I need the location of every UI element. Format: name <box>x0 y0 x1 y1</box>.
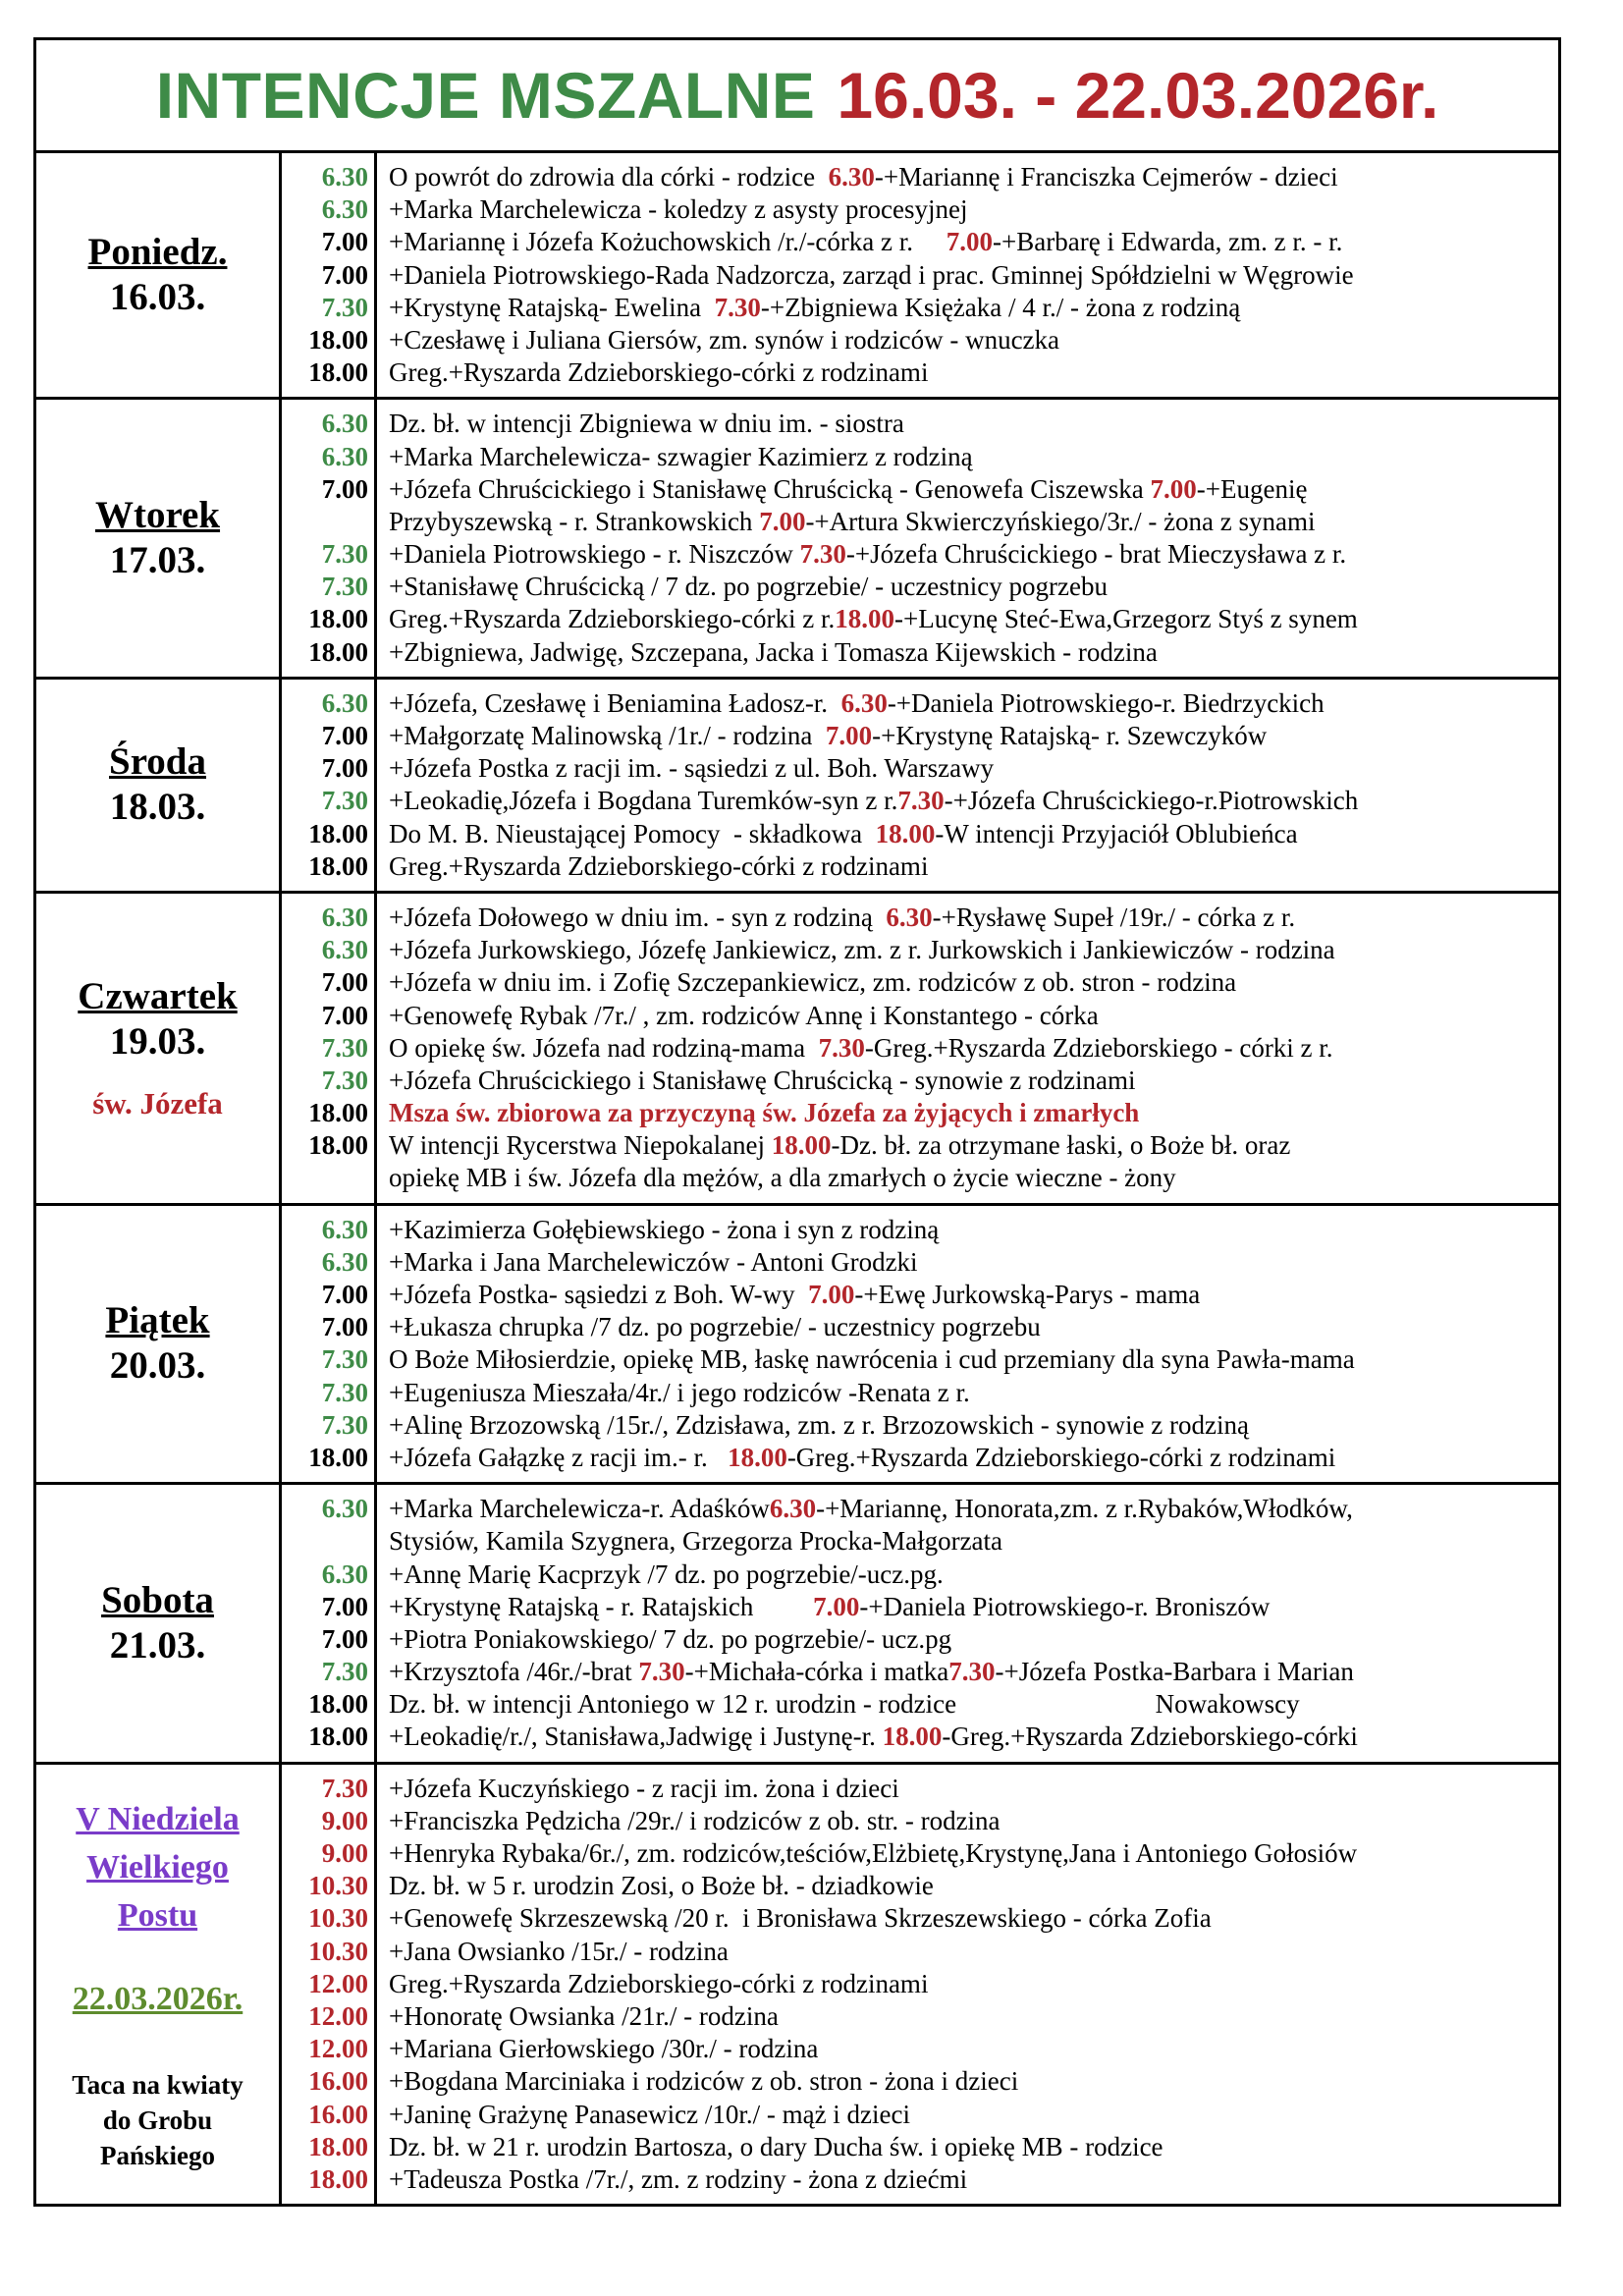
day-row <box>36 680 1558 894</box>
day-label-cell <box>36 1485 282 1762</box>
mass-times-cell <box>282 894 377 1203</box>
page-header <box>36 40 1558 153</box>
mass-time: 12.00 <box>308 2000 368 2031</box>
mass-time: 7.30 <box>321 1032 368 1063</box>
intention-text: Greg.+Ryszarda Zdzieborskiego-córki z r. <box>389 604 836 634</box>
collection-note-line: Taca na kwiaty <box>72 2069 243 2100</box>
intention-line <box>389 1902 1558 1935</box>
day-date: 21.03. <box>109 1623 206 1667</box>
intention-text: -+Daniela Piotrowskiego-r. Broniszów <box>859 1591 1271 1621</box>
intention-line <box>389 1065 1558 1097</box>
intention-text: Dz. bł. w 21 r. urodzin Bartosza, o dary Ducha św. i opiekę MB - rodzice <box>389 2131 1163 2161</box>
mass-time: 7.30 <box>321 1657 368 1687</box>
day-row <box>36 894 1558 1206</box>
intention-line <box>389 752 1558 785</box>
day-date: 18.03. <box>109 786 206 829</box>
intention-line <box>389 292 1558 324</box>
day-date: 16.03. <box>109 276 206 319</box>
intention-line <box>389 226 1558 258</box>
intention-text: +Janinę Grażynę Panasewicz /10r./ - mąż i dzieci <box>389 2099 911 2129</box>
mass-times-cell <box>282 1485 377 1762</box>
mass-time-inline: 18.00 <box>771 1130 832 1161</box>
intention-text: -Dz. bł. za otrzymane łaski, o Boże bł. oraz <box>831 1130 1291 1161</box>
intention-text: -+Lucynę Steć-Ewa,Grzegorz Styś z synem <box>893 604 1358 634</box>
intention-line <box>389 1442 1558 1474</box>
mass-time: 18.00 <box>308 1689 368 1720</box>
intention-line <box>389 1214 1558 1246</box>
day-date: 19.03. <box>109 1020 206 1064</box>
intention-text: +Józefa Kuczyńskiego - z racji im. żona i dzieci <box>389 1773 899 1803</box>
intention-line <box>389 1837 1558 1870</box>
mass-time-inline: 6.30 <box>886 902 933 932</box>
intentions-cell <box>377 1206 1558 1483</box>
mass-time-inline: 7.30 <box>818 1032 865 1063</box>
day-label-cell <box>36 894 282 1203</box>
intention-text: Greg.+Ryszarda Zdzieborskiego-córki z rodzinami <box>389 850 929 881</box>
intention-text: +Józefa Jurkowskiego, Józefę Jankiewicz, zm. z r. Jurkowskich i Jankiewiczów - rodzina <box>389 935 1335 965</box>
intention-text: +Leokadię,Józefa i Bogdana Turemków-syn z r. <box>389 786 898 816</box>
intention-line <box>389 1097 1558 1129</box>
intention-line <box>389 1773 1558 1805</box>
intention-text: Do M. B. Nieustającej Pomocy - składkowa <box>389 818 876 848</box>
intention-line <box>389 1377 1558 1409</box>
day-name: Środa <box>109 740 206 784</box>
mass-time-inline: 6.30 <box>840 687 888 718</box>
intentions-cell <box>377 1765 1558 2204</box>
intention-line <box>389 1129 1558 1162</box>
mass-time: 7.30 <box>321 1377 368 1407</box>
mass-time-inline: 18.00 <box>875 818 936 848</box>
mass-time-inline: 7.30 <box>897 786 945 816</box>
collection-note-line: do Grobu <box>102 2105 213 2135</box>
day-name: Piątek <box>105 1299 210 1342</box>
sunday-title-line: V Niedziela <box>76 1800 240 1837</box>
mass-times-cell <box>282 400 377 677</box>
collection-note-line: Pańskiego <box>99 2140 215 2170</box>
intentions-cell <box>377 894 1558 1203</box>
intention-text: -+Rysławę Supeł /19r./ - córka z r. <box>932 902 1296 932</box>
intention-text: +Alinę Brzozowską /15r./, Zdzisława, zm. z r. Brzozowskich - synowie z rodziną <box>389 1409 1249 1440</box>
intention-text: +Franciszka Pędzicha /29r./ i rodziców z ob. str. - rodzina <box>389 1805 1001 1835</box>
intention-text: -+Daniela Piotrowskiego-r. Biedrzyckich <box>887 687 1325 718</box>
intention-text: O opiekę św. Józefa nad rodziną-mama <box>389 1032 819 1063</box>
intention-line <box>389 2163 1558 2196</box>
intention-line <box>389 1279 1558 1311</box>
intention-line <box>389 687 1558 720</box>
day-row <box>36 1485 1558 1765</box>
mass-time: 7.30 <box>321 786 368 816</box>
day-date: 20.03. <box>109 1344 206 1388</box>
intention-text: opiekę MB i św. Józefa dla mężów, a dla zmarłych o życie wieczne - żony <box>389 1163 1176 1193</box>
intention-text: +Józefa Postka- sąsiedzi z Boh. W-wy <box>389 1280 809 1309</box>
intention-text: -+Józefa Chruścickiego-r.Piotrowskich <box>944 786 1359 816</box>
mass-times-cell <box>282 1765 377 2204</box>
intention-line <box>389 2033 1558 2065</box>
intention-line <box>389 1311 1558 1343</box>
intention-line <box>389 2131 1558 2163</box>
intention-line <box>389 850 1558 883</box>
intention-text: Dz. bł. w intencji Zbigniewa w dniu im. - siostra <box>389 409 904 439</box>
intention-line <box>389 408 1558 440</box>
intention-line <box>389 193 1558 226</box>
intention-text: +Genowefę Skrzeszewską /20 r. i Bronisława Skrzeszewskiego - córka Zofia <box>389 1903 1212 1934</box>
intention-text: +Honoratę Owsianka /21r./ - rodzina <box>389 2000 779 2031</box>
mass-time-inline: 7.30 <box>714 292 761 322</box>
mass-times-cell <box>282 153 377 397</box>
intention-text: +Łukasza chrupka /7 dz. po pogrzebie/ - uczestnicy pogrzebu <box>389 1312 1041 1342</box>
intention-text: -+Michała-córka i matka <box>684 1657 949 1687</box>
intention-text: -+Józefa Chruścickiego - brat Mieczysława z r. <box>845 539 1347 570</box>
intention-text: -+Zbigniewa Księżaka / 4 r./ - żona z rodziną <box>760 292 1241 322</box>
intention-text: +Krystynę Ratajską - r. Ratajskich <box>389 1591 814 1621</box>
intention-line <box>389 1656 1558 1688</box>
day-name: Czwartek <box>78 975 238 1018</box>
intention-line <box>389 1525 1558 1558</box>
intention-text: +Józefa Gałązkę z racji im.- r. <box>389 1442 729 1472</box>
schedule-table <box>36 153 1558 2204</box>
sunday-date: 22.03.2026r. <box>72 1980 243 2017</box>
intention-line <box>389 441 1558 473</box>
mass-time: 7.00 <box>321 1591 368 1621</box>
mass-time: 7.00 <box>321 967 368 998</box>
mass-time: 12.00 <box>308 2034 368 2064</box>
mass-time: 18.00 <box>308 604 368 634</box>
intention-text: -+Artura Skwierczyńskiego/3r./ - żona z synami <box>805 506 1316 536</box>
intention-text: +Czesławę i Juliana Giersów, zm. synów i rodziców - wnuczka <box>389 324 1060 355</box>
mass-time: 7.30 <box>321 1773 368 1803</box>
day-label-cell <box>36 680 282 891</box>
mass-time: 12.00 <box>308 1968 368 1998</box>
mass-time: 6.30 <box>321 1214 368 1244</box>
mass-time: 6.30 <box>321 687 368 718</box>
mass-time: 6.30 <box>321 935 368 965</box>
day-row <box>36 153 1558 400</box>
intention-text: +Józefa, Czesławę i Beniamina Ładosz-r. <box>389 687 841 718</box>
intention-text: +Józefa Postka z racji im. - sąsiedzi z ul. Boh. Warszawy <box>389 753 995 784</box>
intention-text: Msza św. zbiorowa za przyczyną św. Józefa za żyjących i zmarłych <box>389 1098 1140 1128</box>
intention-text: Stysiów, Kamila Szygnera, Grzegorza Procka-Małgorzata <box>389 1526 1003 1557</box>
intention-line <box>389 902 1558 934</box>
intention-text: -W intencji Przyjaciół Oblubieńca <box>935 818 1298 848</box>
mass-time: 18.00 <box>308 1098 368 1128</box>
mass-time: 7.00 <box>321 753 368 784</box>
intention-text: +Jana Owsianko /15r./ - rodzina <box>389 1936 729 1966</box>
intention-text: +Daniela Piotrowskiego-Rada Nadzorcza, zarząd i prac. Gminnej Spółdzielni w Węgrowie <box>389 259 1354 290</box>
mass-time-inline: 7.30 <box>638 1657 685 1687</box>
page-title: INTENCJE MSZALNE <box>155 59 816 132</box>
mass-time-inline: 7.00 <box>1150 473 1197 504</box>
intention-line <box>389 1032 1558 1065</box>
intention-line <box>389 1870 1558 1902</box>
intention-text: -+Barbarę i Edwarda, zm. z r. - r. <box>993 227 1343 257</box>
mass-times-cell <box>282 680 377 891</box>
intention-line <box>389 1968 1558 2000</box>
intention-text: -Greg.+Ryszarda Zdzieborskiego - córki z r. <box>864 1032 1333 1063</box>
intention-text: +Annę Marię Kacprzyk /7 dz. po pogrzebie/-ucz.pg. <box>389 1558 944 1589</box>
intention-text: +Leokadię/r./, Stanisława,Jadwigę i Justynę-r. <box>389 1722 883 1752</box>
mass-time: 7.00 <box>321 1623 368 1654</box>
mass-time: 18.00 <box>308 324 368 355</box>
mass-time-inline: 18.00 <box>835 604 894 634</box>
mass-time: 16.00 <box>308 2066 368 2097</box>
intention-line <box>389 785 1558 817</box>
mass-time: 7.00 <box>321 721 368 750</box>
day-label-cell <box>36 400 282 677</box>
intention-line <box>389 1591 1558 1623</box>
mass-time-inline: 7.00 <box>946 227 994 257</box>
intention-text: -+Mariannę, Honorata,zm. z r.Rybaków,Włodków, <box>816 1494 1353 1524</box>
intention-line <box>389 1493 1558 1525</box>
intention-text: +Marka Marchelewicza - koledzy z asysty procesyjnej <box>389 194 968 225</box>
mass-time: 7.30 <box>321 1065 368 1095</box>
collection-note <box>72 2067 243 2173</box>
mass-time: 6.30 <box>321 409 368 439</box>
day-name: Poniedz. <box>87 231 228 274</box>
mass-time: 6.30 <box>321 1558 368 1589</box>
mass-time-inline: 7.30 <box>948 1657 996 1687</box>
intention-line <box>389 934 1558 966</box>
intentions-sheet <box>33 37 1561 2207</box>
intention-line <box>389 571 1558 603</box>
intentions-cell <box>377 400 1558 677</box>
mass-time: 10.30 <box>308 1871 368 1901</box>
intention-text: +Zbigniewa, Jadwigę, Szczepana, Jacka i Tomasza Kijewskich - rodzina <box>389 636 1158 667</box>
intention-line <box>389 603 1558 635</box>
mass-time: 6.30 <box>321 1494 368 1524</box>
mass-time: 18.00 <box>308 357 368 388</box>
intention-text: -+Ewę Jurkowską-Parys - mama <box>854 1280 1201 1309</box>
mass-time-inline: 6.30 <box>828 162 875 191</box>
mass-time: 18.00 <box>308 2163 368 2194</box>
mass-time: 9.00 <box>321 1838 368 1868</box>
mass-time-inline: 18.00 <box>728 1442 787 1472</box>
intention-line <box>389 1721 1558 1753</box>
mass-time-inline: 18.00 <box>882 1722 943 1752</box>
intention-text: +Piotra Poniakowskiego/ 7 dz. po pogrzebie/- ucz.pg <box>389 1623 952 1654</box>
mass-time: 6.30 <box>321 194 368 225</box>
intention-text: Greg.+Ryszarda Zdzieborskiego-córki z rodzinami <box>389 1968 929 1998</box>
mass-time <box>282 1525 368 1558</box>
intention-line <box>389 161 1558 193</box>
intention-text: +Marka i Jana Marchelewiczów - Antoni Grodzki <box>389 1246 918 1277</box>
mass-time: 18.00 <box>308 1442 368 1472</box>
mass-time-inline: 7.00 <box>825 721 873 750</box>
intention-text: -+Krystynę Ratajską- r. Szewczyków <box>872 721 1268 750</box>
mass-time: 10.30 <box>308 1936 368 1966</box>
mass-time: 18.00 <box>308 818 368 848</box>
day-date: 17.03. <box>109 539 206 582</box>
intention-text: +Krzysztofa /46r./-brat <box>389 1657 639 1687</box>
mass-time: 7.00 <box>321 1312 368 1342</box>
mass-time: 7.30 <box>321 539 368 570</box>
intention-text: -Greg.+Ryszarda Zdzieborskiego-córki z rodzinami <box>786 1442 1336 1472</box>
mass-time-inline: 7.00 <box>813 1591 860 1621</box>
sunday-title-line: Wielkiego <box>86 1848 229 1886</box>
mass-time: 7.00 <box>321 1000 368 1030</box>
intention-line <box>389 1000 1558 1032</box>
intention-text: W intencji Rycerstwa Niepokalanej <box>389 1130 772 1161</box>
intention-line <box>389 1936 1558 1968</box>
intention-text: +Stanisławę Chruścicką / 7 dz. po pogrzebie/ - uczestnicy pogrzebu <box>389 572 1108 602</box>
mass-time: 18.00 <box>308 2131 368 2161</box>
intention-line <box>389 1246 1558 1279</box>
intention-line <box>389 1558 1558 1591</box>
mass-time: 6.30 <box>321 1246 368 1277</box>
mass-time-inline: 6.30 <box>769 1494 817 1524</box>
intention-text: O powrót do zdrowia dla córki - rodzice <box>389 162 829 191</box>
intention-line <box>389 1688 1558 1721</box>
intention-line <box>389 356 1558 389</box>
date-range: 16.03. - 22.03.2026r. <box>837 59 1439 132</box>
mass-time: 7.00 <box>321 1280 368 1309</box>
intention-line <box>389 259 1558 292</box>
mass-time: 7.30 <box>321 292 368 322</box>
intentions-cell <box>377 153 1558 397</box>
intention-text: +Daniela Piotrowskiego - r. Niszczów <box>389 539 800 570</box>
intention-text: +Marka Marchelewicza- szwagier Kazimierz z rodziną <box>389 441 973 471</box>
mass-time: 7.30 <box>321 572 368 602</box>
intention-text: Greg.+Ryszarda Zdzieborskiego-córki z rodzinami <box>389 357 929 388</box>
mass-time: 7.00 <box>321 473 368 504</box>
intention-text: +Krystynę Ratajską- Ewelina <box>389 292 715 322</box>
mass-time: 6.30 <box>321 441 368 471</box>
day-row <box>36 1765 1558 2204</box>
day-row <box>36 400 1558 680</box>
intention-text: +Marka Marchelewicza-r. Adaśków <box>389 1494 770 1524</box>
intention-text: O Boże Miłosierdzie, opiekę MB, łaskę nawrócenia i cud przemiany dla syna Pawła-mama <box>389 1344 1355 1375</box>
day-label-cell <box>36 1206 282 1483</box>
mass-time-inline: 7.00 <box>759 506 806 536</box>
intention-text: +Tadeusza Postka /7r./, zm. z rodziny - żona z dziećmi <box>389 2163 968 2194</box>
intention-text: -+Mariannę i Franciszka Cejmerów - dzieci <box>874 162 1338 191</box>
intention-line <box>389 2065 1558 2098</box>
day-label-cell <box>36 153 282 397</box>
mass-time: 6.30 <box>321 902 368 932</box>
mass-time <box>282 506 368 538</box>
intention-line <box>389 1162 1558 1194</box>
intention-line <box>389 818 1558 850</box>
intention-line <box>389 1343 1558 1376</box>
mass-time: 10.30 <box>308 1903 368 1934</box>
intention-text: Dz. bł. w 5 r. urodzin Zosi, o Boże bł. - dziadkowie <box>389 1871 934 1901</box>
day-row <box>36 1206 1558 1486</box>
intention-text: +Genowefę Rybak /7r./ , zm. rodziców Annę i Konstantego - córka <box>389 1000 1099 1030</box>
intention-text: Przybyszewską - r. Strankowskich <box>389 506 760 536</box>
intention-text: +Mariana Gierłowskiego /30r./ - rodzina <box>389 2034 819 2064</box>
intention-text: Dz. bł. w intencji Antoniego w 12 r. urodzin - rodzice Nowakowscy <box>389 1689 1300 1720</box>
intention-line <box>389 1623 1558 1656</box>
intention-text: -Greg.+Ryszarda Zdzieborskiego-córki <box>942 1722 1358 1752</box>
intention-line <box>389 1805 1558 1837</box>
intention-line <box>389 1409 1558 1442</box>
mass-time <box>282 1162 368 1194</box>
intention-text: +Kazimierza Gołębiewskiego - żona i syn z rodziną <box>389 1214 940 1244</box>
mass-time: 18.00 <box>308 1130 368 1161</box>
day-name: Sobota <box>101 1578 214 1621</box>
mass-time-inline: 7.00 <box>808 1280 855 1309</box>
intention-text: +Henryka Rybaka/6r./, zm. rodziców,teściów,Elżbietę,Krystynę,Jana i Antoniego Gołosiów <box>389 1838 1358 1868</box>
intention-text: -+Eugenię <box>1196 473 1308 504</box>
day-label-cell <box>36 1765 282 2204</box>
intention-line <box>389 2099 1558 2131</box>
sunday-title-line: Postu <box>117 1896 198 1934</box>
intention-text: +Małgorzatę Malinowską /1r./ - rodzina <box>389 721 826 750</box>
intention-text: +Józefa w dniu im. i Zofię Szczepankiewicz, zm. rodziców z ob. stron - rodzina <box>389 967 1237 998</box>
mass-time: 7.00 <box>321 227 368 257</box>
intention-line <box>389 538 1558 571</box>
mass-time: 9.00 <box>321 1805 368 1835</box>
mass-time: 7.30 <box>321 1409 368 1440</box>
mass-time: 18.00 <box>308 1722 368 1752</box>
intentions-cell <box>377 680 1558 891</box>
intention-line <box>389 506 1558 538</box>
intention-line <box>389 720 1558 752</box>
intention-line <box>389 636 1558 669</box>
mass-time: 18.00 <box>308 636 368 667</box>
intention-text: +Józefa Dołowego w dniu im. - syn z rodziną <box>389 902 887 932</box>
intention-text: +Józefa Chruścickiego i Stanisławę Chruścicką - synowie z rodzinami <box>389 1065 1136 1095</box>
mass-time: 6.30 <box>321 162 368 191</box>
intention-line <box>389 2000 1558 2033</box>
intention-text: +Józefa Chruścickiego i Stanisławę Chruścicką - Genowefa Ciszewska <box>389 473 1151 504</box>
intention-text: +Eugeniusza Mieszała/4r./ i jego rodziców -Renata z r. <box>389 1377 970 1407</box>
mass-time: 7.00 <box>321 259 368 290</box>
intentions-cell <box>377 1485 1558 1762</box>
mass-time: 16.00 <box>308 2099 368 2129</box>
mass-times-cell <box>282 1206 377 1483</box>
intention-text: +Mariannę i Józefa Kożuchowskich /r./-córka z r. <box>389 227 947 257</box>
mass-time: 18.00 <box>308 850 368 881</box>
intention-text: +Bogdana Marciniaka i rodziców z ob. stron - żona i dzieci <box>389 2066 1019 2097</box>
day-name: Wtorek <box>94 494 221 537</box>
intention-text: -+Józefa Postka-Barbara i Marian <box>995 1657 1354 1687</box>
intention-line <box>389 324 1558 356</box>
mass-time: 7.30 <box>321 1344 368 1375</box>
intention-line <box>389 473 1558 506</box>
mass-time-inline: 7.30 <box>799 539 846 570</box>
feast-label: św. Józefa <box>92 1086 223 1121</box>
intention-line <box>389 966 1558 999</box>
